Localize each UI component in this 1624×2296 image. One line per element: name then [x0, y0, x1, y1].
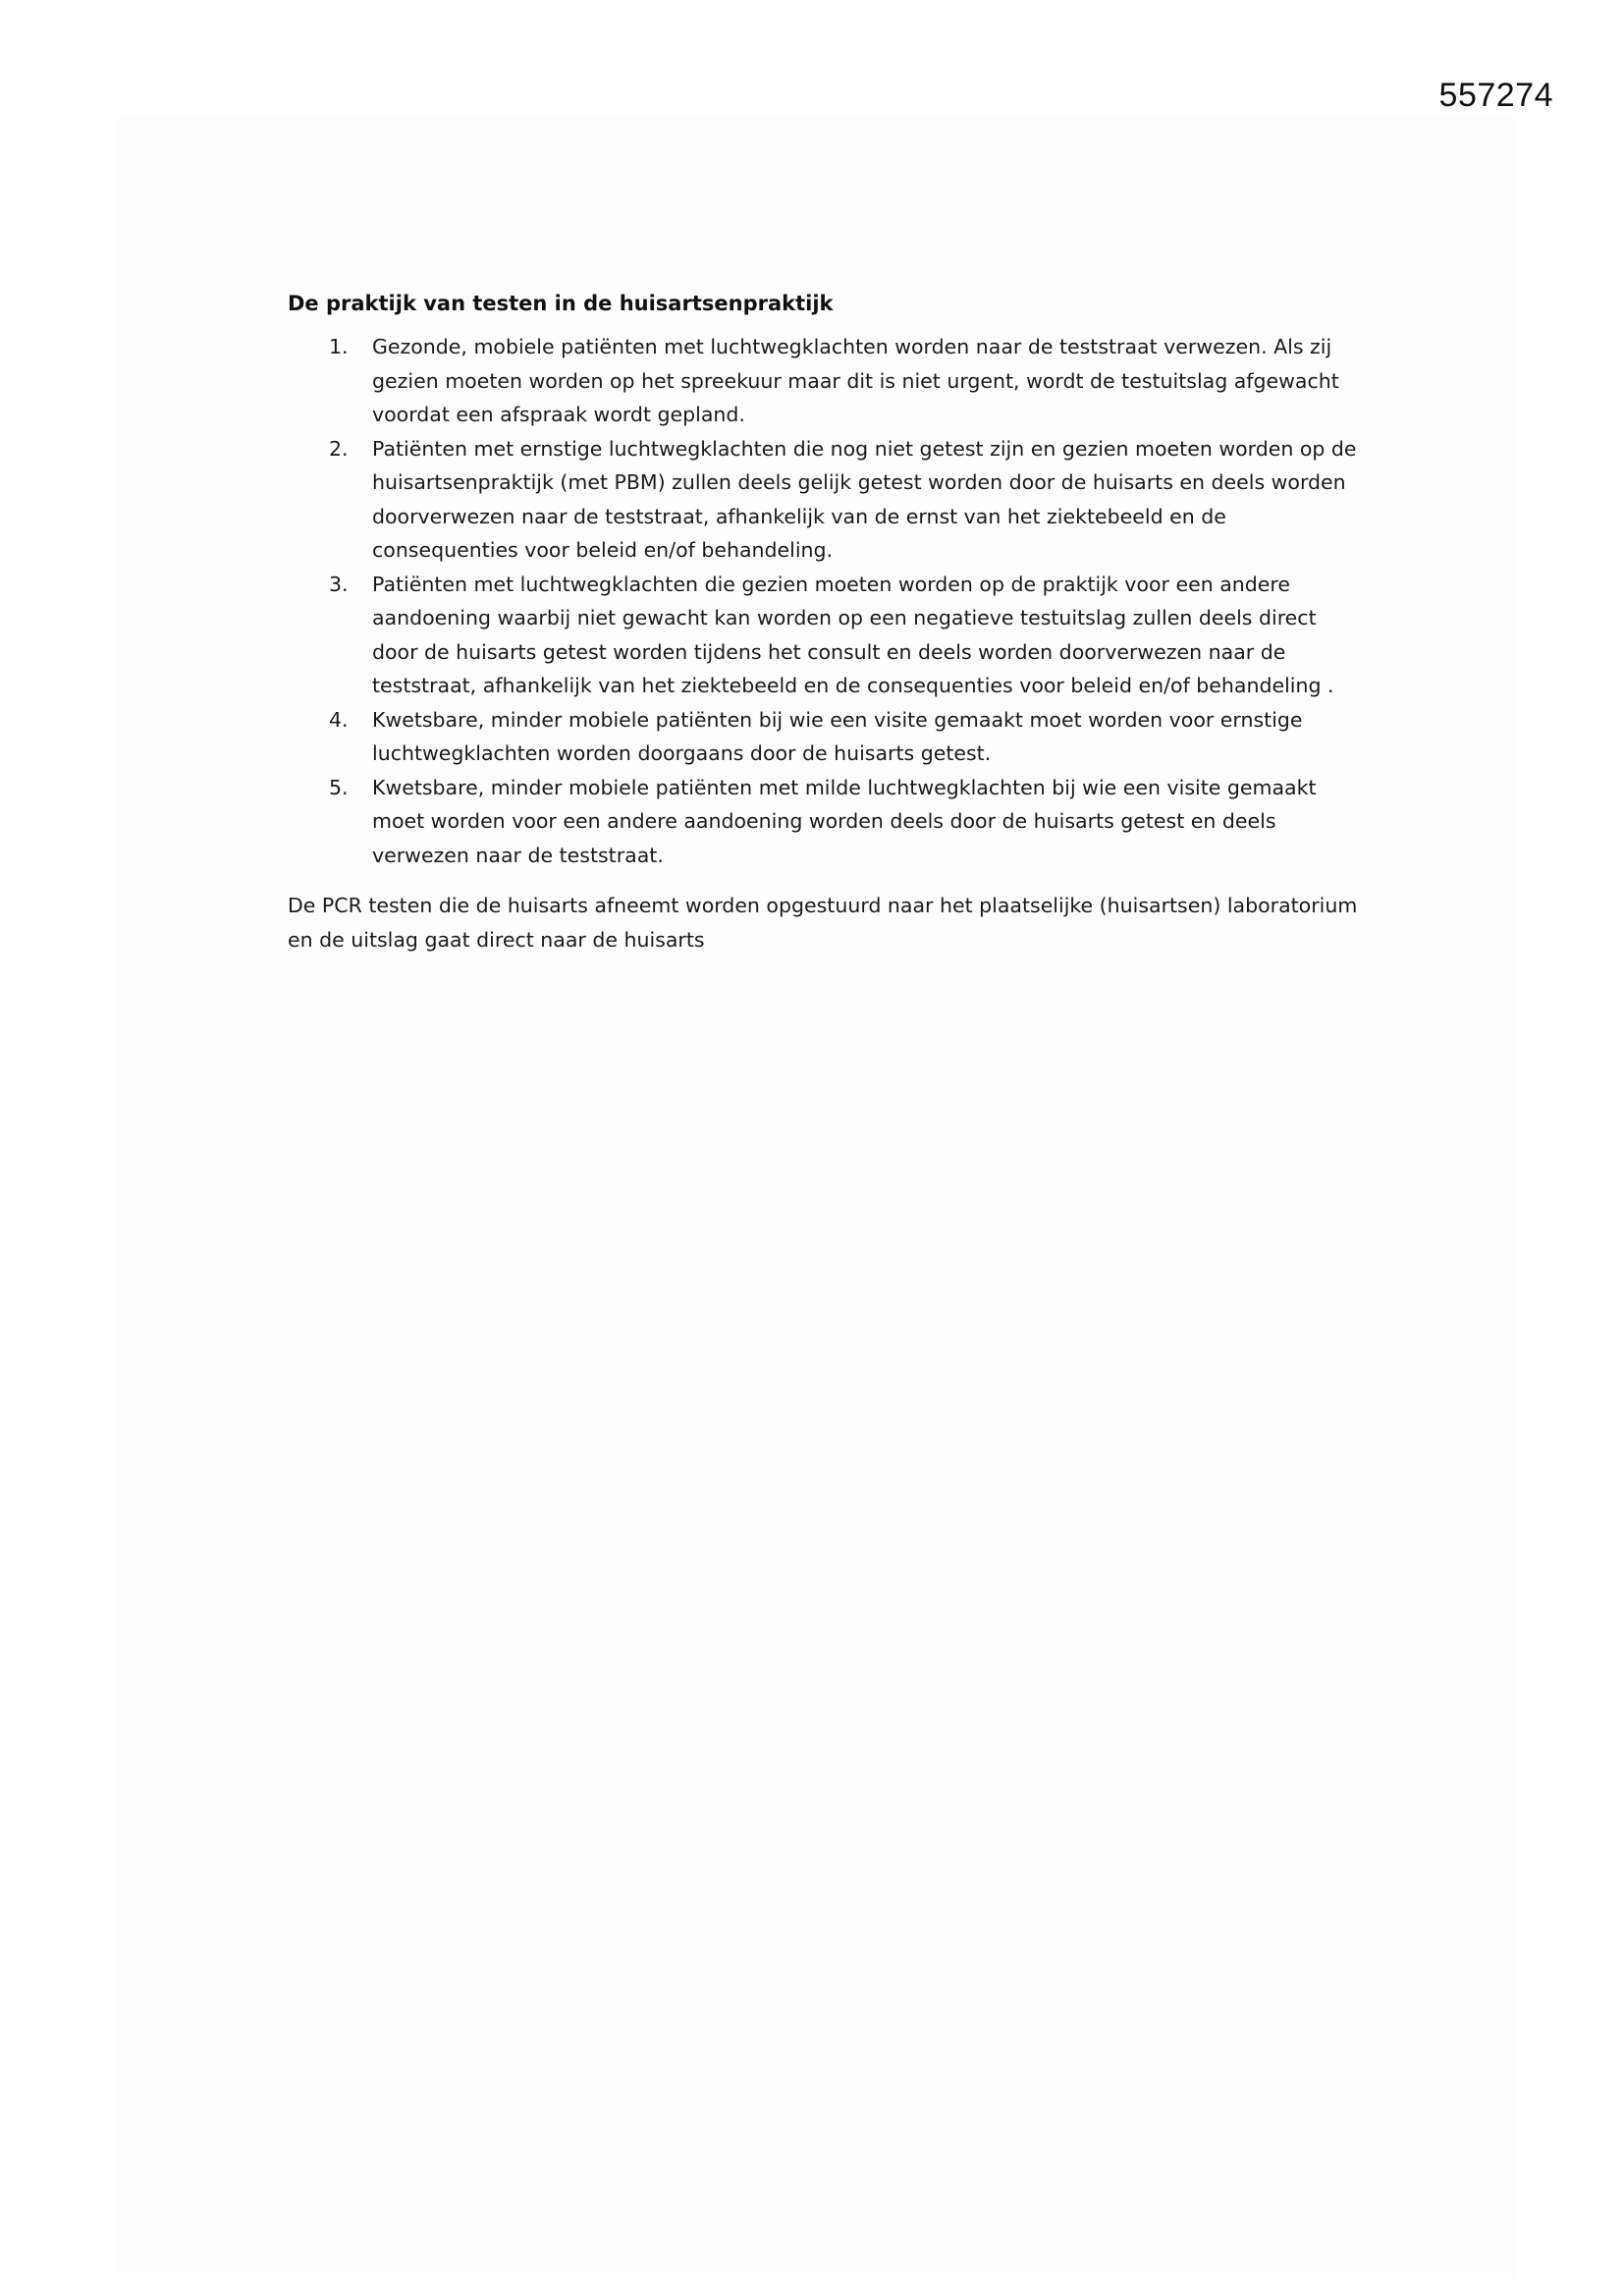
list-item	[288, 703, 1358, 771]
closing-paragraph: De PCR testen die de huisarts afneemt worden opgestuurd naar het plaatselijke (huisartsen) laboratorium en de uitslag gaat direct naar de huisarts	[288, 894, 1358, 952]
list-item-number: 5.	[329, 775, 349, 799]
document-title: De praktijk van testen in de huisartsenpraktijk	[288, 292, 834, 315]
list-item	[288, 432, 1358, 568]
list-item	[288, 330, 1358, 432]
list-item-text: Patiënten met ernstige luchtwegklachten die nog niet getest zijn en gezien moeten worden op de huisartsenpraktijk (met PBM) zullen deels gelijk getest worden door de huisarts en deels worden doorverwezen naar de teststraat, afhankelijk van de ernst van het ziektebeeld en de consequenties voor beleid en/of behandeling.	[372, 436, 1357, 562]
list-item	[288, 568, 1358, 703]
document-body	[288, 287, 1358, 957]
list-item-text: Kwetsbare, minder mobiele patiënten met milde luchtwegklachten bij wie een visite gemaakt moet worden voor een andere aandoening worden deels door de huisarts getest en deels verwezen naar de teststraat.	[372, 775, 1317, 867]
list-item-number: 4.	[329, 707, 349, 732]
list-item	[288, 771, 1358, 873]
list-item-number: 2.	[329, 436, 349, 461]
list-item-text: Gezonde, mobiele patiënten met luchtwegklachten worden naar de teststraat verwezen. Als zij gezien moeten worden op het spreekuur maar dit is niet urgent, wordt de testuitslag afgewacht voordat een afspraak wordt gepland.	[372, 335, 1339, 426]
document-number: 557274	[1438, 77, 1553, 114]
list-item-text: Kwetsbare, minder mobiele patiënten bij wie een visite gemaakt moet worden voor ernstige luchtwegklachten worden doorgaans door de huisarts getest.	[372, 707, 1303, 765]
numbered-list	[288, 330, 1358, 872]
list-item-number: 1.	[329, 335, 349, 358]
list-item-number: 3.	[329, 572, 349, 596]
list-item-text: Patiënten met luchtwegklachten die gezien moeten worden op de praktijk voor een andere aandoening waarbij niet gewacht kan worden op een negatieve testuitslag zullen deels direct door de huisarts getest worden tijdens het consult en deels worden doorverwezen naar de teststraat, afhankelijk van het ziektebeeld en de consequenties voor beleid en/of behandeling .	[372, 572, 1334, 697]
